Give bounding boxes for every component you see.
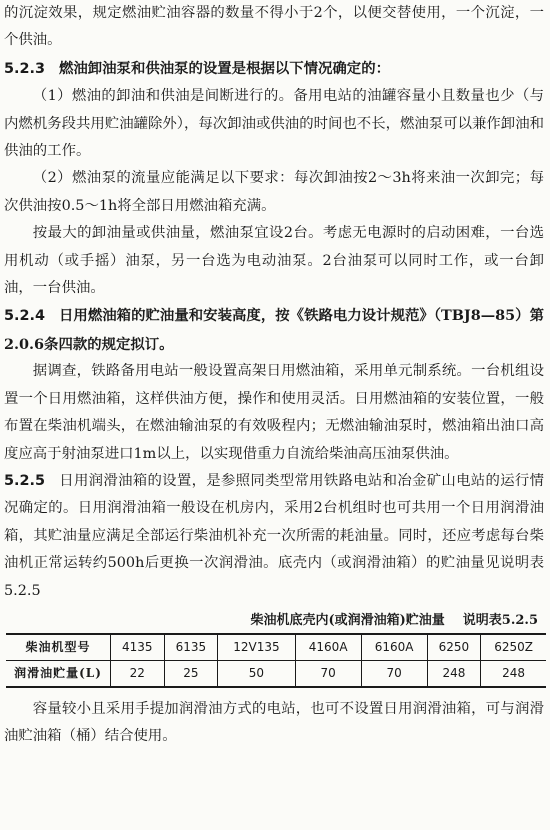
table-cell: 248 xyxy=(427,660,481,687)
row-header: 柴油机型号 xyxy=(6,634,111,661)
section-number: 5.2.4 xyxy=(4,308,45,325)
section-5-2-4-heading xyxy=(4,302,544,358)
table-cell: 6250 xyxy=(427,634,481,661)
table-cell: 25 xyxy=(164,660,218,687)
section-number: 5.2.3 xyxy=(4,60,45,77)
paragraph-intro: 的沉淀效果，规定燃油贮油容器的数量不得小于2个，以便交替使用，一个沉淀，一个供油。 xyxy=(4,5,544,49)
table-label: 说明表5.2.5 xyxy=(462,612,538,628)
paragraph-item-2: （2）燃油泵的流量应能满足以下要求：每次卸油按2～3h将来油一次卸完；每次供油按0.5～1h将全部日用燃油箱充满。 xyxy=(4,170,544,214)
paragraph-survey: 据调查，铁路备用电站一般设置高架日用燃油箱，采用单元制系统。一台机组设置一个日用燃油箱，这样供油方便，操作和使用灵活。日用燃油箱的安装位置，一般布置在柴油机端头，在燃油输油泵的有效吸程内；无燃油输油泵时，燃油箱出油口高度应高于射油泵进口1m以上，以实现借重力自流给柴油高压油泵供油。 xyxy=(4,363,544,462)
table-row-models xyxy=(6,634,546,661)
table-title: 柴油机底壳内(或润滑油箱)贮油量 xyxy=(250,612,445,628)
section-title: 燃油卸油泵和供油泵的设置是根据以下情况确定的： xyxy=(58,59,390,77)
table-cell: 6135 xyxy=(164,634,218,661)
table-cell: 50 xyxy=(218,660,295,687)
table-cell: 4135 xyxy=(111,634,165,661)
table-row-volumes xyxy=(6,660,546,687)
table-cell: 70 xyxy=(361,660,427,687)
section-5-2-5 xyxy=(4,468,544,605)
section-title: 日用燃油箱的贮油量和安装高度，按《铁路电力设计规范》（TBJ8—85）第2.0.6条四款的规定拟订。 xyxy=(4,307,544,353)
table-cell: 12V135 xyxy=(218,634,295,661)
paragraph-pump-count: 按最大的卸油量或供油量，燃油泵宜设2台。考虑无电源时的启动困难，一台选用机动（或手摇）油泵，另一台选为电动油泵。2台油泵可以同时工作，或一台卸油，一台供油。 xyxy=(4,225,544,297)
table-cell: 6160A xyxy=(361,634,427,661)
row-header: 润滑油贮量(L) xyxy=(6,660,111,687)
section-body: 日用润滑油箱的设置，是参照同类型常用铁路电站和冶金矿山电站的运行情况确定的。日用润滑油箱一般设在机房内，采用2台机组时也可共用一个日用润滑油箱，其贮油量应满足全部运行柴油机补充一次所需的耗油量。同时，还应考虑每台柴油机正常运转约500h后更换一次润滑油。底壳内（或润滑油箱）的贮油量见说明表5.2.5 xyxy=(4,472,544,599)
oil-capacity-table xyxy=(6,633,546,688)
table-cell: 248 xyxy=(481,660,546,687)
paragraph-small-station: 容量较小且采用手提加润滑油方式的电站，也可不设置日用润滑油箱，可与润滑油贮油箱（桶）结合使用。 xyxy=(4,700,544,745)
section-5-2-3-heading xyxy=(4,55,544,83)
table-caption xyxy=(4,611,544,631)
table-cell: 22 xyxy=(111,660,165,687)
paragraph-item-1: （1）燃油的卸油和供油是间断进行的。备用电站的油罐容量小且数量也少（与内燃机务段共用贮油罐除外），每次卸油或供油的时间也不长，燃油泵可以兼作卸油和供油的工作。 xyxy=(4,88,544,160)
table-cell: 4160A xyxy=(295,634,361,661)
table-cell: 70 xyxy=(295,660,361,687)
section-number: 5.2.5 xyxy=(4,472,45,489)
table-cell: 6250Z xyxy=(481,634,546,661)
